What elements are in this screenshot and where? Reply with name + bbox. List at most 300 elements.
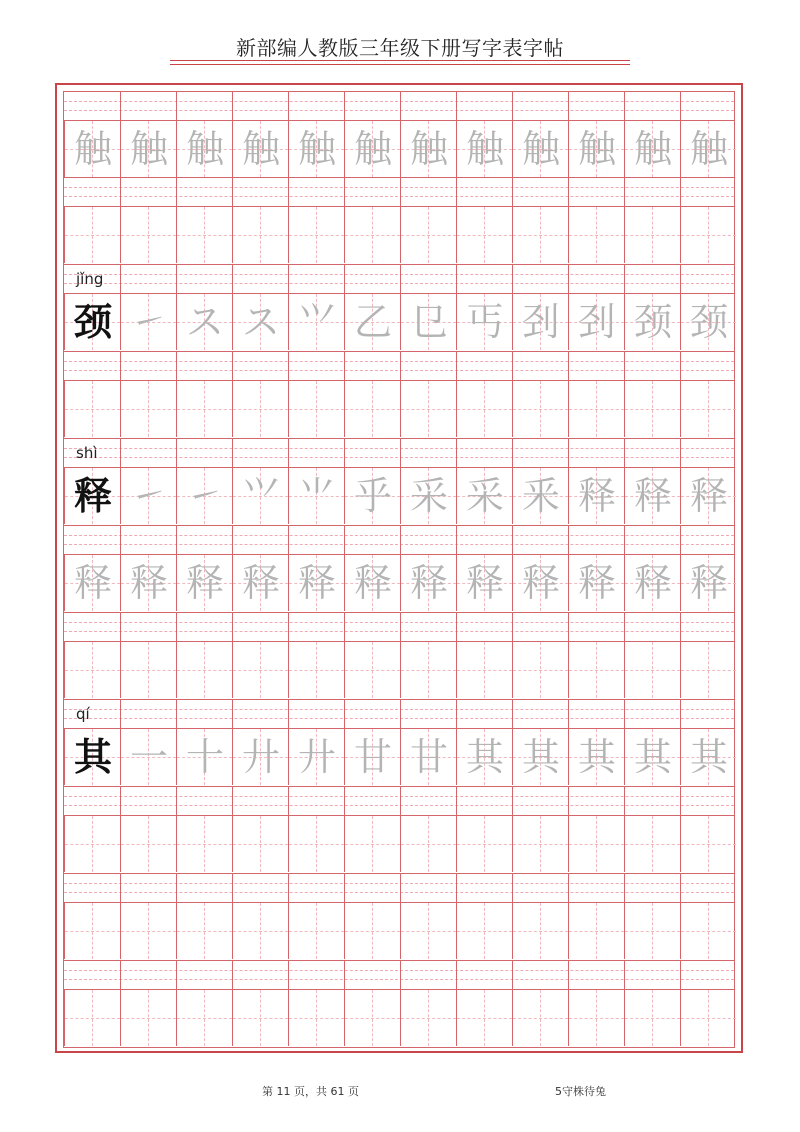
pinyin-column-divider <box>456 178 457 207</box>
tian-grid-cell[interactable] <box>176 990 232 1046</box>
tian-grid-cell[interactable] <box>512 729 568 785</box>
tian-grid-cell[interactable] <box>456 207 512 263</box>
pinyin-strip <box>64 265 734 294</box>
trace-character: 释 <box>129 561 168 605</box>
trace-character <box>177 642 233 698</box>
tian-grid-cell[interactable] <box>512 816 568 872</box>
practice-row <box>63 874 735 961</box>
tian-grid-cell[interactable] <box>568 729 624 785</box>
tian-grid-cell[interactable] <box>232 381 288 437</box>
pinyin-guide-line <box>64 718 734 719</box>
tian-grid-cell[interactable] <box>568 468 624 524</box>
pinyin-column-divider <box>512 787 513 816</box>
tian-grid-cell[interactable] <box>232 816 288 872</box>
pinyin-column-divider <box>232 961 233 990</box>
trace-character: 十 <box>185 735 224 779</box>
tian-grid-cell[interactable] <box>456 729 512 785</box>
trace-character <box>457 990 513 1046</box>
trace-character <box>569 207 625 263</box>
pinyin-column-divider <box>568 700 569 729</box>
tian-grid-cell[interactable] <box>400 990 456 1046</box>
tian-grid-cell[interactable] <box>680 468 736 524</box>
tian-grid-cell[interactable] <box>568 990 624 1046</box>
pinyin-column-divider <box>120 178 121 207</box>
tian-grid-cell[interactable] <box>288 294 344 350</box>
pinyin-column-divider <box>456 526 457 555</box>
trace-character <box>289 207 345 263</box>
tian-grid-cell[interactable] <box>120 468 176 524</box>
pinyin-guide-line <box>64 622 734 623</box>
trace-character: 释 <box>689 474 728 518</box>
trace-character: 触 <box>129 127 168 171</box>
pinyin-column-divider <box>400 265 401 294</box>
tian-grid-cell[interactable] <box>64 468 120 524</box>
tian-grid-cell[interactable] <box>176 642 232 698</box>
tian-grid-cell[interactable] <box>344 294 400 350</box>
tian-grid-cell[interactable] <box>680 207 736 263</box>
tian-grid-cell[interactable] <box>344 468 400 524</box>
pinyin-column-divider <box>624 526 625 555</box>
tian-grid-cell[interactable] <box>400 468 456 524</box>
tian-grid-cell[interactable] <box>568 207 624 263</box>
tian-grid-cell[interactable] <box>288 468 344 524</box>
tian-grid-cell[interactable] <box>232 207 288 263</box>
tian-grid-cell[interactable] <box>176 381 232 437</box>
pinyin-column-divider <box>400 787 401 816</box>
pinyin-column-divider <box>680 92 681 121</box>
tian-grid-cell[interactable] <box>344 990 400 1046</box>
tian-grid-cell[interactable] <box>120 642 176 698</box>
practice-row <box>63 700 735 787</box>
trace-character: 刭 <box>577 300 616 344</box>
tian-grid-cell[interactable] <box>456 990 512 1046</box>
trace-character <box>457 381 513 437</box>
tian-grid-cell[interactable] <box>624 294 680 350</box>
tian-grid-cell[interactable] <box>120 555 176 611</box>
pinyin-column-divider <box>624 613 625 642</box>
pinyin-guide-line <box>64 535 734 536</box>
trace-character <box>625 903 681 959</box>
trace-character <box>681 990 737 1046</box>
tian-grid-cell[interactable] <box>120 729 176 785</box>
tian-grid-cell[interactable] <box>64 121 120 177</box>
tian-grid-cell[interactable] <box>400 555 456 611</box>
tian-grid-cell[interactable] <box>344 555 400 611</box>
trace-character: 释 <box>185 561 224 605</box>
tian-grid-cell[interactable] <box>624 121 680 177</box>
pinyin-column-divider <box>568 874 569 903</box>
tian-grid-cell[interactable] <box>64 294 120 350</box>
trace-character <box>345 642 401 698</box>
trace-character <box>401 207 457 263</box>
pinyin-column-divider <box>120 613 121 642</box>
practice-grid <box>63 91 735 1048</box>
pinyin-column-divider <box>120 874 121 903</box>
pinyin-column-divider <box>680 178 681 207</box>
tian-grid-cell[interactable] <box>680 729 736 785</box>
tian-grid-cell[interactable] <box>232 729 288 785</box>
tian-grid-cell[interactable] <box>680 381 736 437</box>
pinyin-column-divider <box>680 265 681 294</box>
tian-grid-cell[interactable] <box>288 816 344 872</box>
title-rule-bottom <box>170 64 630 65</box>
trace-character <box>233 816 289 872</box>
tian-grid-cell[interactable] <box>624 903 680 959</box>
model-character: 其 <box>73 734 112 779</box>
pinyin-column-divider <box>400 613 401 642</box>
trace-character <box>681 207 737 263</box>
pinyin-column-divider <box>176 92 177 121</box>
pinyin-column-divider <box>288 178 289 207</box>
trace-character <box>177 903 233 959</box>
tian-grid-cell[interactable] <box>456 294 512 350</box>
tian-grid-cell[interactable] <box>232 555 288 611</box>
tian-grid-cell[interactable] <box>624 555 680 611</box>
trace-character: 廾 <box>297 735 336 779</box>
tian-grid-cell[interactable] <box>288 903 344 959</box>
tian-grid-cell[interactable] <box>400 903 456 959</box>
tian-grid-cell[interactable] <box>64 990 120 1046</box>
pinyin-column-divider <box>680 874 681 903</box>
tian-grid-cell[interactable] <box>288 555 344 611</box>
pinyin-column-divider <box>512 178 513 207</box>
pinyin-column-divider <box>512 961 513 990</box>
pinyin-column-divider <box>680 439 681 468</box>
pinyin-column-divider <box>232 787 233 816</box>
tian-grid-cell[interactable] <box>400 729 456 785</box>
pinyin-column-divider <box>624 700 625 729</box>
pinyin-guide-line <box>64 631 734 632</box>
tian-grid-cell[interactable] <box>680 990 736 1046</box>
tian-grid-cell[interactable] <box>624 207 680 263</box>
tian-grid-cell[interactable] <box>64 555 120 611</box>
pinyin-column-divider <box>288 613 289 642</box>
tian-grid-cell[interactable] <box>176 729 232 785</box>
trace-character: 其 <box>689 735 728 779</box>
pinyin-column-divider <box>176 265 177 294</box>
trace-character <box>681 381 737 437</box>
tian-grid-cell[interactable] <box>64 207 120 263</box>
pinyin-guide-line <box>64 883 734 884</box>
trace-character <box>681 816 737 872</box>
pinyin-column-divider <box>568 92 569 121</box>
trace-character: 触 <box>353 127 392 171</box>
tian-grid-cell[interactable] <box>232 294 288 350</box>
tian-grid-cell[interactable] <box>568 816 624 872</box>
trace-character: 触 <box>409 127 448 171</box>
trace-character <box>177 816 233 872</box>
pinyin-column-divider <box>120 439 121 468</box>
trace-character <box>289 642 345 698</box>
tian-grid-cell[interactable] <box>624 642 680 698</box>
tian-grid-cell[interactable] <box>176 294 232 350</box>
trace-character: 释 <box>297 561 336 605</box>
pinyin-column-divider <box>176 526 177 555</box>
tian-grid-cell[interactable] <box>64 381 120 437</box>
tian-grid-cell[interactable] <box>624 381 680 437</box>
tian-grid-cell[interactable] <box>568 294 624 350</box>
tian-grid-cell[interactable] <box>344 207 400 263</box>
pinyin-label: shì <box>76 444 98 462</box>
pinyin-column-divider <box>344 178 345 207</box>
practice-row <box>63 961 735 1048</box>
pinyin-column-divider <box>456 613 457 642</box>
tian-grid-cell[interactable] <box>288 642 344 698</box>
tian-grid-cell[interactable] <box>400 381 456 437</box>
trace-character: 释 <box>689 561 728 605</box>
trace-character: 颈 <box>633 300 672 344</box>
pinyin-strip <box>64 178 734 207</box>
pinyin-guide-line <box>64 196 734 197</box>
pinyin-column-divider <box>624 265 625 294</box>
model-character: 颈 <box>73 299 112 344</box>
pinyin-column-divider <box>400 439 401 468</box>
trace-character: 释 <box>633 474 672 518</box>
trace-character <box>121 381 177 437</box>
pinyin-column-divider <box>232 265 233 294</box>
tian-grid-cell[interactable] <box>120 816 176 872</box>
tian-grid-cell[interactable] <box>176 555 232 611</box>
trace-character: 其 <box>521 735 560 779</box>
tian-grid-cell[interactable] <box>624 816 680 872</box>
trace-character <box>65 903 121 959</box>
tian-grid-cell[interactable] <box>456 903 512 959</box>
pinyin-column-divider <box>288 352 289 381</box>
trace-character <box>289 990 345 1046</box>
trace-character: 释 <box>633 561 672 605</box>
pinyin-column-divider <box>344 874 345 903</box>
tian-grid-cell[interactable] <box>288 729 344 785</box>
tian-grid-cell[interactable] <box>624 729 680 785</box>
practice-row <box>63 787 735 874</box>
tian-grid-cell[interactable] <box>568 121 624 177</box>
trace-character <box>569 816 625 872</box>
pinyin-column-divider <box>120 700 121 729</box>
pinyin-column-divider <box>288 526 289 555</box>
pinyin-guide-line <box>64 283 734 284</box>
tian-grid-cell[interactable] <box>344 729 400 785</box>
trace-character <box>681 903 737 959</box>
tian-grid-cell[interactable] <box>680 642 736 698</box>
pinyin-column-divider <box>512 700 513 729</box>
pinyin-guide-line <box>64 187 734 188</box>
trace-character: 释 <box>465 561 504 605</box>
tian-grid-cell[interactable] <box>344 903 400 959</box>
pinyin-column-divider <box>624 439 625 468</box>
trace-character: 释 <box>409 561 448 605</box>
pinyin-column-divider <box>568 178 569 207</box>
tian-grid-cell[interactable] <box>120 207 176 263</box>
tian-grid-cell[interactable] <box>456 642 512 698</box>
tian-grid-cell[interactable] <box>176 121 232 177</box>
tian-grid-cell[interactable] <box>680 903 736 959</box>
trace-character: ス <box>185 300 224 344</box>
pinyin-column-divider <box>680 613 681 642</box>
practice-row <box>63 265 735 352</box>
title-rule-top <box>170 60 630 61</box>
pinyin-strip <box>64 961 734 990</box>
tian-grid-cell[interactable] <box>64 903 120 959</box>
trace-character: 采 <box>465 474 504 518</box>
tian-grid-cell[interactable] <box>624 468 680 524</box>
tian-grid-cell[interactable] <box>512 207 568 263</box>
tian-grid-cell[interactable] <box>568 381 624 437</box>
pinyin-column-divider <box>456 874 457 903</box>
pinyin-column-divider <box>120 265 121 294</box>
trace-character <box>177 207 233 263</box>
trace-character: ㇀ <box>185 474 224 518</box>
practice-row <box>63 526 735 613</box>
pinyin-guide-line <box>64 892 734 893</box>
trace-character <box>233 207 289 263</box>
tian-grid-cell[interactable] <box>512 990 568 1046</box>
trace-character <box>457 903 513 959</box>
tian-grid-cell[interactable] <box>120 121 176 177</box>
pinyin-strip <box>64 700 734 729</box>
tian-grid-cell[interactable] <box>64 642 120 698</box>
tian-grid-cell[interactable] <box>680 816 736 872</box>
pinyin-column-divider <box>624 874 625 903</box>
pinyin-column-divider <box>680 787 681 816</box>
tian-grid-cell[interactable] <box>400 816 456 872</box>
tian-grid-cell[interactable] <box>232 903 288 959</box>
trace-character <box>569 903 625 959</box>
tian-grid-cell[interactable] <box>568 642 624 698</box>
tian-grid-cell[interactable] <box>288 207 344 263</box>
practice-row <box>63 352 735 439</box>
tian-grid-cell[interactable] <box>176 207 232 263</box>
tian-grid-cell[interactable] <box>456 381 512 437</box>
tian-grid-cell[interactable] <box>176 816 232 872</box>
tian-grid-cell[interactable] <box>120 903 176 959</box>
tian-grid-cell[interactable] <box>344 381 400 437</box>
trace-character: ⺌ <box>297 474 336 518</box>
tian-grid-cell[interactable] <box>512 555 568 611</box>
tian-grid-cell[interactable] <box>512 903 568 959</box>
tian-grid-cell[interactable] <box>288 381 344 437</box>
pinyin-column-divider <box>456 700 457 729</box>
tian-grid-cell[interactable] <box>512 642 568 698</box>
trace-character: ㇀ <box>129 474 168 518</box>
tian-grid-cell[interactable] <box>176 903 232 959</box>
trace-character <box>625 816 681 872</box>
tian-grid-cell[interactable] <box>176 468 232 524</box>
trace-character: 采 <box>409 474 448 518</box>
tian-grid-cell[interactable] <box>400 121 456 177</box>
practice-row <box>63 439 735 526</box>
tian-grid-cell[interactable] <box>680 555 736 611</box>
tian-grid-cell[interactable] <box>568 555 624 611</box>
trace-character <box>513 207 569 263</box>
tian-grid-cell[interactable] <box>512 381 568 437</box>
tian-grid-cell[interactable] <box>288 121 344 177</box>
pinyin-column-divider <box>624 92 625 121</box>
trace-character <box>121 903 177 959</box>
trace-character <box>121 642 177 698</box>
pinyin-column-divider <box>568 265 569 294</box>
trace-character: 触 <box>577 127 616 171</box>
tian-grid-cell[interactable] <box>64 729 120 785</box>
trace-character: ㇀ <box>129 300 168 344</box>
practice-row <box>63 91 735 178</box>
tian-grid-cell[interactable] <box>344 642 400 698</box>
practice-row <box>63 613 735 700</box>
pinyin-column-divider <box>568 526 569 555</box>
pinyin-guide-line <box>64 448 734 449</box>
trace-character <box>65 816 121 872</box>
pinyin-column-divider <box>344 526 345 555</box>
tian-grid-cell[interactable] <box>512 121 568 177</box>
tian-grid-cell[interactable] <box>400 207 456 263</box>
tian-grid-cell[interactable] <box>344 816 400 872</box>
tian-grid-cell[interactable] <box>512 294 568 350</box>
tian-grid-cell[interactable] <box>232 121 288 177</box>
tian-grid-cell[interactable] <box>232 642 288 698</box>
trace-character <box>513 642 569 698</box>
tian-grid-cell[interactable] <box>680 294 736 350</box>
trace-character: 刭 <box>521 300 560 344</box>
tian-grid-cell[interactable] <box>624 990 680 1046</box>
trace-character: 一 <box>129 735 168 779</box>
tian-grid-cell[interactable] <box>456 555 512 611</box>
pinyin-column-divider <box>568 352 569 381</box>
tian-grid-cell[interactable] <box>64 816 120 872</box>
pinyin-guide-line <box>64 709 734 710</box>
practice-row <box>63 178 735 265</box>
tian-grid-cell[interactable] <box>120 990 176 1046</box>
pinyin-column-divider <box>456 352 457 381</box>
lesson-label: 5守株待兔 <box>555 1085 606 1098</box>
tian-grid-cell[interactable] <box>120 381 176 437</box>
trace-character: 甘 <box>409 735 448 779</box>
pinyin-column-divider <box>624 787 625 816</box>
pinyin-label: jǐng <box>76 270 104 288</box>
pinyin-strip <box>64 526 734 555</box>
tian-grid-cell[interactable] <box>456 468 512 524</box>
tian-grid-cell[interactable] <box>232 990 288 1046</box>
pinyin-column-divider <box>400 92 401 121</box>
pinyin-column-divider <box>344 439 345 468</box>
trace-character: 其 <box>577 735 616 779</box>
pinyin-column-divider <box>456 787 457 816</box>
tian-grid-cell[interactable] <box>288 990 344 1046</box>
trace-character: 释 <box>521 561 560 605</box>
tian-grid-cell[interactable] <box>120 294 176 350</box>
tian-grid-cell[interactable] <box>512 468 568 524</box>
tian-grid-cell[interactable] <box>344 121 400 177</box>
pinyin-column-divider <box>344 961 345 990</box>
pinyin-column-divider <box>288 265 289 294</box>
pinyin-column-divider <box>400 700 401 729</box>
trace-character <box>289 903 345 959</box>
trace-character <box>121 990 177 1046</box>
tian-grid-cell[interactable] <box>568 903 624 959</box>
tian-grid-cell[interactable] <box>456 121 512 177</box>
trace-character <box>233 642 289 698</box>
pinyin-strip <box>64 439 734 468</box>
pinyin-column-divider <box>176 700 177 729</box>
tian-grid-cell[interactable] <box>680 121 736 177</box>
trace-character: 释 <box>577 474 616 518</box>
pinyin-column-divider <box>512 92 513 121</box>
tian-grid-cell[interactable] <box>456 816 512 872</box>
tian-grid-cell[interactable] <box>400 294 456 350</box>
trace-character: 廾 <box>241 735 280 779</box>
pinyin-guide-line <box>64 370 734 371</box>
trace-character: 丐 <box>465 300 504 344</box>
tian-grid-cell[interactable] <box>400 642 456 698</box>
tian-grid-cell[interactable] <box>232 468 288 524</box>
